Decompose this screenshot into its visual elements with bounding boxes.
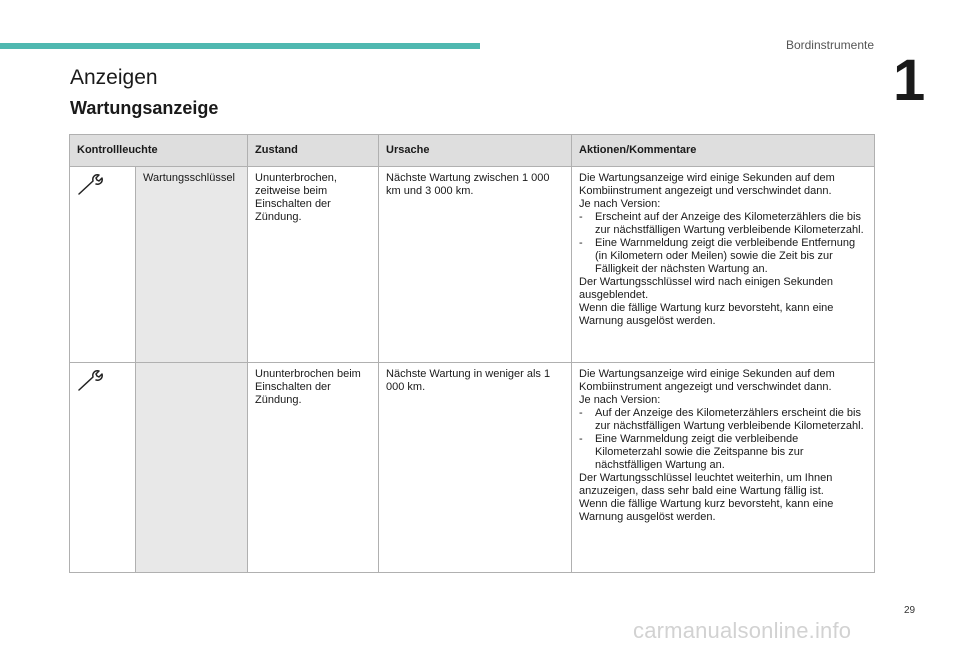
wrench-icon [77,368,105,398]
list-item: - Erscheint auf der Anzeige des Kilometerzählers die bis zur nächstfälligen Wartung verbleibende Kilometerzahl. [579,211,864,236]
actions-warning: Wenn die fällige Wartung kurz bevorsteht, kann eine Warnung ausgelöst werden. [579,302,834,327]
watermark: carmanualsonline.info [633,618,852,643]
table-header-row [70,135,875,167]
indicator-icon-cell [70,363,136,573]
column-header-actions: Aktionen/Kommentare [572,135,875,167]
list-item: - Eine Warnmeldung zeigt die verbleibende Entfernung (in Kilometern oder Meilen) sowie die Zeit bis zur Fälligkeit der nächsten Wartung an. [579,237,856,275]
column-header-cause: Ursache [379,135,572,167]
page-title: Anzeigen [70,66,158,89]
state-cell: Ununterbrochen, zeitweise beim Einschalten der Zündung. [248,167,379,363]
actions-intro: Die Wartungsanzeige wird einige Sekunden auf dem Kombiinstrument angezeigt und verschwindet dann. [579,368,835,393]
column-header-state: Zustand [248,135,379,167]
chapter-number: 1 [893,48,926,113]
header-accent-bar [0,43,480,49]
actions-version-note: Je nach Version: [579,198,661,210]
actions-version-note: Je nach Version: [579,394,661,406]
table-row [70,363,875,573]
indicator-icon-cell [70,167,136,363]
actions-intro: Die Wartungsanzeige wird einige Sekunden auf dem Kombiinstrument angezeigt und verschwindet dann. [579,172,835,197]
actions-warning: Wenn die fällige Wartung kurz bevorsteht, kann eine Warnung ausgelöst werden. [579,498,834,523]
wrench-icon [77,172,105,202]
actions-cell [572,363,875,573]
column-header-indicator: Kontrollleuchte [70,135,248,167]
cause-cell: Nächste Wartung zwischen 1 000 km und 3 000 km. [379,167,572,363]
section-name: Bordinstrumente [785,38,874,52]
indicator-name: Wartungsschlüssel [136,167,248,363]
actions-outro: Der Wartungsschlüssel wird nach einigen Sekunden ausgeblendet. [579,276,833,301]
actions-outro: Der Wartungsschlüssel leuchtet weiterhin, um Ihnen anzuzeigen, dass sehr bald eine Wartung fällig ist. [579,472,833,497]
maintenance-indicator-table [69,134,875,573]
actions-cell [572,167,875,363]
state-cell: Ununterbrochen beim Einschalten der Zündung. [248,363,379,573]
list-item: - Auf der Anzeige des Kilometerzählers erscheint die bis zur nächstfälligen Wartung verbleibende Kilometerzahl. [579,407,864,432]
list-item: - Eine Warnmeldung zeigt die verbleibende Kilometerzahl sowie die Zeitspanne bis zur nächstfälligen Wartung an. [579,433,804,471]
table-row [70,167,875,363]
cause-cell: Nächste Wartung in weniger als 1 000 km. [379,363,572,573]
page-subtitle: Wartungsanzeige [70,98,219,118]
page-number: 29 [904,605,916,616]
indicator-name [136,363,248,573]
